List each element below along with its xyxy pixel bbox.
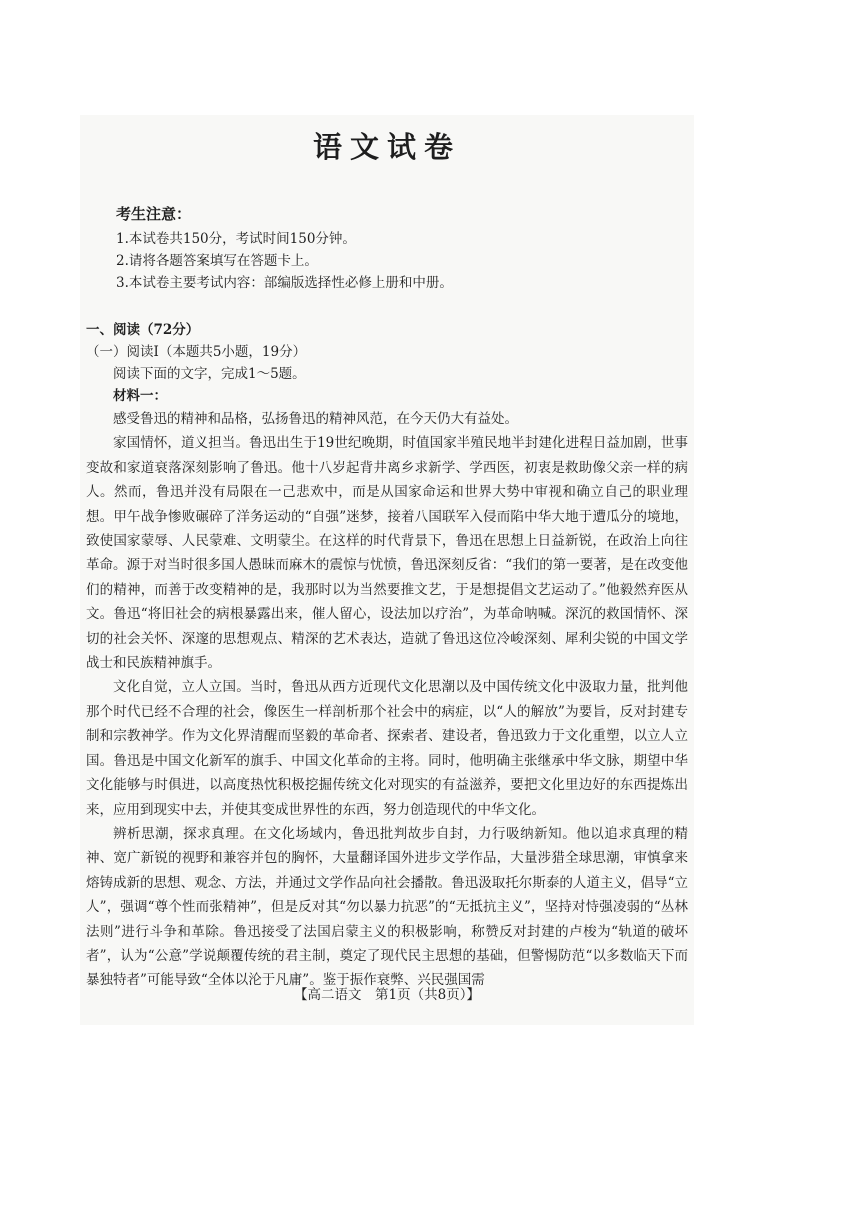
paragraph: 家国情怀，道义担当。鲁迅出生于19世纪晚期，时值国家半殖民地半封建化进程日益加剧，世事变故和家道衰落深刻影响了鲁迅。他十八岁起背井离乡求新学、学西医，初衷是救助像父亲一样的病人。然而，鲁迅并没有局限在一己悲欢中，而是从国家命运和世界大势中审视和确立自己的职业理想。甲午战争惨败碾碎了洋务运动的“自强”迷梦，接着八国联军入侵而陷中华大地于遭瓜分的境地，致使国家蒙辱、人民蒙难、文明蒙尘。在这样的时代背景下，鲁迅在思想上日益新锐，在政治上向往革命。源于对当时很多国人愚昧而麻木的震惊与忧愤，鲁迅深刻反省：“我们的第一要著，是在改变他们的精神，而善于改变精神的是，我那时以为当然要推文艺，于是想提倡文艺运动了。”他毅然弃医从文。鲁迅“将旧社会的病根暴露出来，催人留心，设法加以疗治”，为革命呐喊。深沉的救国情怀、深切的社会关怀、深邃的思想观点、精深的艺术表达，造就了鲁迅这位冷峻深刻、犀利尖锐的中国文学战士和民族精神旗手。: [86, 435, 688, 672]
paragraph: 感受鲁迅的精神和品格，弘扬鲁迅的精神风范，在今天仍大有益处。: [113, 411, 518, 427]
notice-heading: 考生注意：: [116, 205, 192, 223]
instruction-text: 阅读下面的文字，完成1～5题。: [113, 366, 306, 382]
notice-item: 1.本试卷共150分，考试时间150分钟。: [116, 231, 356, 247]
paragraph: 文化自觉，立人立国。当时，鲁迅从西方近现代文化思潮以及中国传统文化中汲取力量，批判他那个时代已经不合理的社会，像医生一样剖析那个社会中的病症，以“人的解放”为要旨，反对封建专制和宗教神学。作为文化界清醒而坚毅的革命者、探索者、建设者，鲁迅致力于文化重塑，以立人立国。鲁迅是中国文化新军的旗手、中国文化革命的主将。同时，他明确主张继承中华文脉，期望中华文化能够与时俱进，以高度热忱积极挖掘传统文化对现实的有益滋养，要把文化里边好的东西提炼出来，应用到现实中去，并使其变成世界性的东西，努力创造现代的中华文化。: [86, 679, 688, 818]
subsection-heading: （一）阅读Ⅰ（本题共5小题，19分）: [86, 344, 307, 360]
exam-page: [80, 115, 694, 1025]
notice-block: [116, 203, 676, 294]
paragraph: 辨析思潮，探求真理。在文化场域内，鲁迅批判故步自封，力行吸纳新知。他以追求真理的精神、宽广新锐的视野和兼容并包的胸怀，大量翻译国外进步文学作品，大量涉猎全球思潮，审慎拿来熔铸成新的思想、观念、方法，并通过文学作品向社会播散。鲁迅汲取托尔斯泰的人道主义，倡导“立人”，强调“尊个性而张精神”，但是反对其“勿以暴力抗恶”的“无抵抗主义”，坚持对恃强凌弱的“丛林法则”进行斗争和革除。鲁迅接受了法国启蒙主义的积极影响，称赞反对封建的卢梭为“轨道的破坏者”，认为“公意”学说颠覆传统的君主制，奠定了现代民主思想的基础，但警惕防范“以多数临天下而暴独特者”可能导致“全体以沦于凡庸”。鉴于振作衰弊、兴民强国需: [86, 825, 688, 989]
notice-item: 2.请将各题答案填写在答题卡上。: [116, 253, 318, 269]
material-label: 材料一：: [113, 388, 167, 404]
exam-body: [86, 319, 688, 993]
notice-item: 3.本试卷主要考试内容：部编版选择性必修上册和中册。: [116, 275, 453, 291]
exam-title: 语文试卷: [312, 130, 461, 164]
section-heading: 一、阅读（72分）: [86, 322, 200, 338]
page-footer: 【高二语文 第1页（共8页）】: [294, 987, 480, 1003]
